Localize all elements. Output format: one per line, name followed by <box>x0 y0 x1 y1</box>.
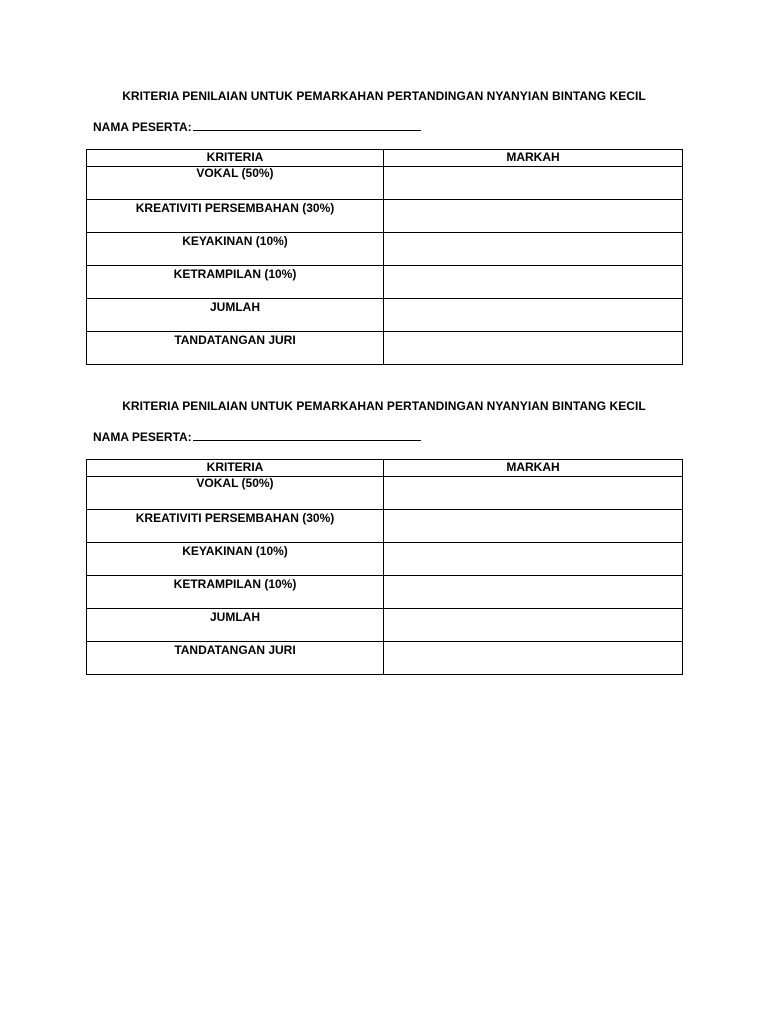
criteria-label: VOKAL (50%) <box>196 166 274 180</box>
table-row <box>87 642 683 675</box>
participant-name-label: NAMA PESERTA: <box>93 120 192 134</box>
criteria-label: KEYAKINAN (10%) <box>182 234 288 248</box>
marks-cell[interactable] <box>384 510 683 543</box>
table-row <box>87 332 683 365</box>
marks-cell[interactable] <box>384 642 683 675</box>
table-row <box>87 543 683 576</box>
header-criteria: KRITERIA <box>87 460 384 477</box>
criteria-label: VOKAL (50%) <box>196 476 274 490</box>
table-row <box>87 233 683 266</box>
criteria-cell <box>87 477 384 510</box>
criteria-label: JUMLAH <box>210 610 260 624</box>
form-title: KRITERIA PENILAIAN UNTUK PEMARKAHAN PERTANDINGAN NYANYIAN BINTANG KECIL <box>122 399 646 413</box>
participant-name-blank[interactable] <box>193 428 421 441</box>
header-marks: MARKAH <box>384 460 683 477</box>
header-marks: MARKAH <box>384 150 683 167</box>
marks-cell[interactable] <box>384 266 683 299</box>
table-row <box>87 200 683 233</box>
participant-name-label: NAMA PESERTA: <box>93 430 192 444</box>
criteria-label: JUMLAH <box>210 300 260 314</box>
marks-cell[interactable] <box>384 233 683 266</box>
table-row <box>87 477 683 510</box>
criteria-cell <box>87 299 384 332</box>
criteria-cell <box>87 576 384 609</box>
form-title: KRITERIA PENILAIAN UNTUK PEMARKAHAN PERTANDINGAN NYANYIAN BINTANG KECIL <box>122 89 646 103</box>
table-row <box>87 576 683 609</box>
participant-name-line <box>93 428 421 445</box>
marks-cell[interactable] <box>384 332 683 365</box>
criteria-cell <box>87 510 384 543</box>
criteria-cell <box>87 266 384 299</box>
header-criteria: KRITERIA <box>87 150 384 167</box>
criteria-label: KEYAKINAN (10%) <box>182 544 288 558</box>
marks-cell[interactable] <box>384 200 683 233</box>
criteria-cell <box>87 200 384 233</box>
criteria-label: KETRAMPILAN (10%) <box>173 577 297 591</box>
marks-cell[interactable] <box>384 477 683 510</box>
criteria-label: KREATIVITI PERSEMBAHAN (30%) <box>135 201 335 215</box>
table-row <box>87 299 683 332</box>
table-row <box>87 609 683 642</box>
criteria-cell <box>87 332 384 365</box>
table-row <box>87 510 683 543</box>
criteria-label: KETRAMPILAN (10%) <box>173 267 297 281</box>
criteria-label: TANDATANGAN JURI <box>174 643 296 657</box>
criteria-cell <box>87 233 384 266</box>
criteria-cell <box>87 642 384 675</box>
table-row <box>87 266 683 299</box>
participant-name-blank[interactable] <box>193 118 421 131</box>
table-header-row <box>87 150 683 167</box>
marks-cell[interactable] <box>384 167 683 200</box>
criteria-label: TANDATANGAN JURI <box>174 333 296 347</box>
marks-cell[interactable] <box>384 609 683 642</box>
criteria-cell <box>87 543 384 576</box>
marks-cell[interactable] <box>384 299 683 332</box>
criteria-table <box>86 149 683 365</box>
marks-cell[interactable] <box>384 543 683 576</box>
criteria-table <box>86 459 683 675</box>
criteria-cell <box>87 609 384 642</box>
criteria-label: KREATIVITI PERSEMBAHAN (30%) <box>135 511 335 525</box>
criteria-cell <box>87 167 384 200</box>
table-header-row <box>87 460 683 477</box>
table-row <box>87 167 683 200</box>
participant-name-line <box>93 118 421 135</box>
marks-cell[interactable] <box>384 576 683 609</box>
